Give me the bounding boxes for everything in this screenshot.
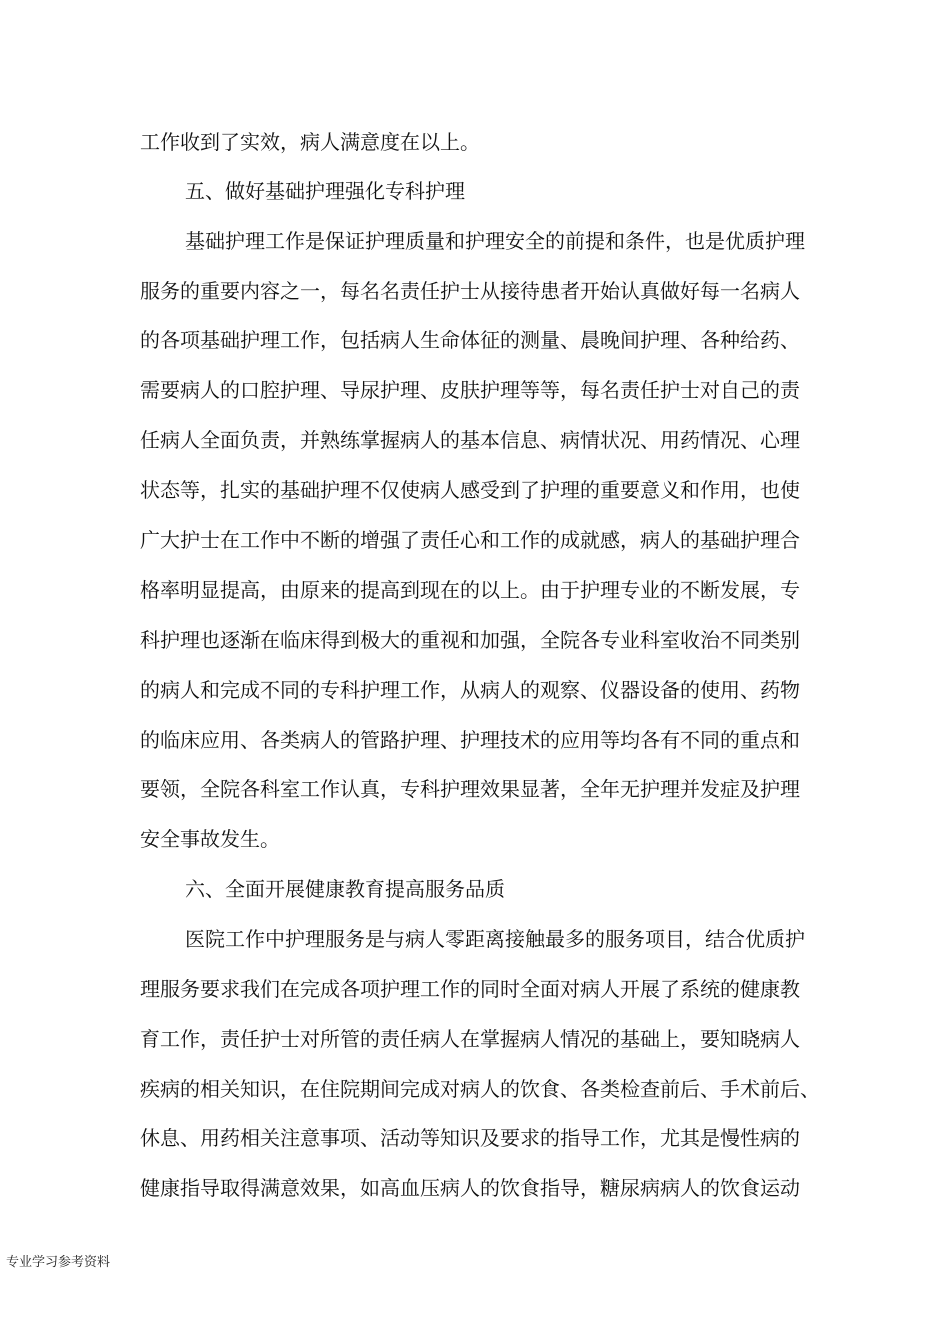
paragraph-line: 基础护理工作是保证护理质量和护理安全的前提和条件，也是优质护理 <box>185 229 805 253</box>
paragraph-line: 育工作，责任护士对所管的责任病人在掌握病人情况的基础上，要知晓病人 <box>140 1027 800 1051</box>
paragraph-line: 需要病人的口腔护理、导尿护理、皮肤护理等等，每名责任护士对自己的责 <box>140 378 800 402</box>
paragraph-line: 广大护士在工作中不断的增强了责任心和工作的成就感，病人的基础护理合 <box>140 528 800 552</box>
paragraph-line: 状态等，扎实的基础护理不仅使病人感受到了护理的重要意义和作用，也使 <box>140 478 800 502</box>
paragraph-line: 的病人和完成不同的专科护理工作，从病人的观察、仪器设备的使用、药物 <box>140 678 800 702</box>
section-heading-5: 五、做好基础护理强化专科护理 <box>185 179 465 203</box>
paragraph-line: 的临床应用、各类病人的管路护理、护理技术的应用等均各有不同的重点和 <box>140 728 800 752</box>
paragraph-line: 格率明显提高，由原来的提高到现在的以上。由于护理专业的不断发展，专 <box>140 578 800 602</box>
paragraph-line: 安全事故发生。 <box>140 827 280 851</box>
paragraph-line: 的各项基础护理工作，包括病人生命体征的测量、晨晚间护理、各种给药、 <box>140 328 800 352</box>
paragraph-line: 疾病的相关知识，在住院期间完成对病人的饮食、各类检查前后、手术前后、 <box>140 1077 820 1101</box>
paragraph-line: 任病人全面负责，并熟练掌握病人的基本信息、病情状况、用药情况、心理 <box>140 428 800 452</box>
section-heading-6: 六、全面开展健康教育提高服务品质 <box>185 877 505 901</box>
page-footer-label: 专业学习参考资料 <box>6 1255 111 1270</box>
paragraph-line: 理服务要求我们在完成各项护理工作的同时全面对病人开展了系统的健康教 <box>140 977 800 1001</box>
paragraph-line: 健康指导取得满意效果，如高血压病人的饮食指导，糖尿病病人的饮食运动 <box>140 1176 800 1200</box>
paragraph-continuation-line: 工作收到了实效，病人满意度在以上。 <box>140 130 480 154</box>
paragraph-line: 要领，全院各科室工作认真，专科护理效果显著，全年无护理并发症及护理 <box>140 777 800 801</box>
paragraph-line: 科护理也逐渐在临床得到极大的重视和加强，全院各专业科室收治不同类别 <box>140 628 800 652</box>
paragraph-line: 休息、用药相关注意事项、活动等知识及要求的指导工作，尤其是慢性病的 <box>140 1126 800 1150</box>
paragraph-line: 医院工作中护理服务是与病人零距离接触最多的服务项目，结合优质护 <box>185 927 805 951</box>
paragraph-line: 服务的重要内容之一，每名名责任护士从接待患者开始认真做好每一名病人 <box>140 279 800 303</box>
